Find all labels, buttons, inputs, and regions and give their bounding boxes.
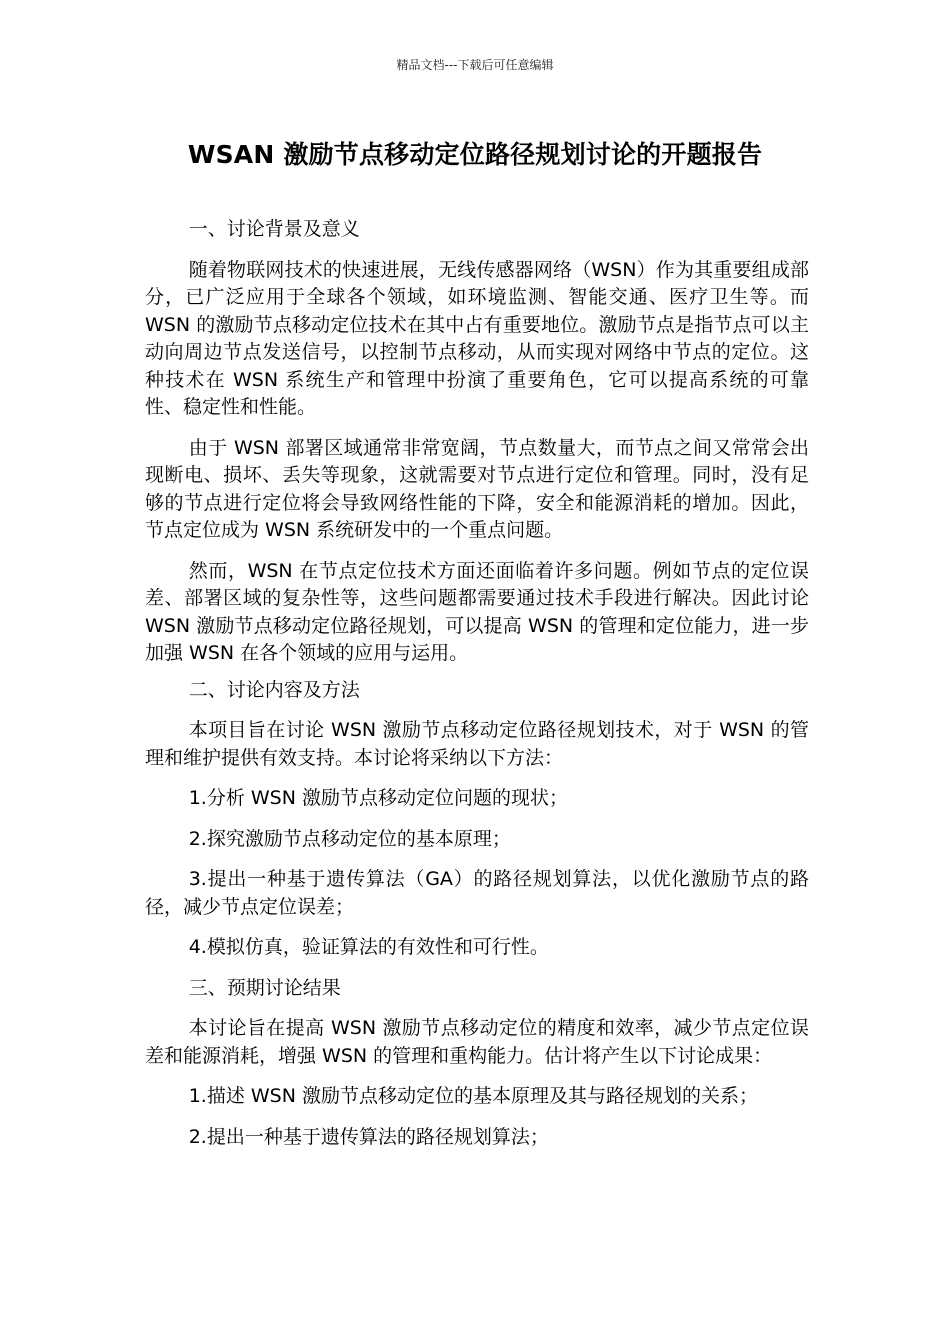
list-item-method-2: 2.探究激励节点移动定位的基本原理； [188, 827, 511, 850]
list-item-method-3: 3.提出一种基于遗传算法（GA）的路径规划算法，以优化激励节点的路径，减少节点定位误差； [145, 868, 809, 918]
list-item-result-1: 1.描述 WSN 激励节点移动定位的基本原理及其与路径规划的关系； [188, 1085, 758, 1107]
section-heading-content: 二、讨论内容及方法 [188, 678, 360, 701]
paragraph-results-intro: 本讨论旨在提高 WSN 激励节点移动定位的精度和效率，减少节点定位误差和能源消耗，增强 WSN 的管理和重构能力。估计将产生以下讨论成果： [145, 1017, 809, 1067]
paragraph-background-3: 然而，WSN 在节点定位技术方面还面临着许多问题。例如节点的定位误差、部署区域的复杂性等，这些问题都需要通过技术手段进行解决。因此讨论 WSN 激励节点移动定位路径规划，可以提高 WSN 的管理和定位能力，进一步加强 WSN 在各个领域的应用与运用。 [145, 559, 809, 664]
paragraph-content-intro: 本项目旨在讨论 WSN 激励节点移动定位路径规划技术，对于 WSN 的管理和维护提供有效支持。本讨论将采纳以下方法： [145, 719, 809, 769]
section-heading-background: 一、讨论背景及意义 [188, 218, 360, 240]
list-item-result-2: 2.提出一种基于遗传算法的路径规划算法； [188, 1125, 549, 1148]
paragraph-background-2: 由于 WSN 部署区域通常非常宽阔，节点数量大，而节点之间又常常会出现断电、损坏、丢失等现象，这就需要对节点进行定位和管理。同时，没有足够的节点进行定位将会导致网络性能的下降，安全和能源消耗的增加。因此，节点定位成为 WSN 系统研发中的一个重点问题。 [145, 436, 809, 541]
list-item-method-1: 1.分析 WSN 激励节点移动定位问题的现状； [188, 787, 568, 809]
document-body [145, 216, 809, 1164]
paragraph-background-1: 随着物联网技术的快速进展，无线传感器网络（WSN）作为其重要组成部分，已广泛应用于全球各个领域，如环境监测、智能交通、医疗卫生等。而 WSN 的激励节点移动定位技术在其中占有重要地位。激励节点是指节点可以主动向周边节点发送信号，以控制节点移动，从而实现对网络中节点的定位。这种技术在 WSN 系统生产和管理中扮演了重要角色，它可以提高系统的可靠性、稳定性和性能。 [145, 258, 809, 418]
document-title: WSAN 激励节点移动定位路径规划讨论的开题报告 [187, 140, 763, 169]
section-heading-results: 三、预期讨论结果 [188, 976, 341, 999]
list-item-method-4: 4.模拟仿真，验证算法的有效性和可行性。 [188, 936, 549, 958]
header-note: 精品文档---下载后可任意编辑 [396, 58, 554, 72]
